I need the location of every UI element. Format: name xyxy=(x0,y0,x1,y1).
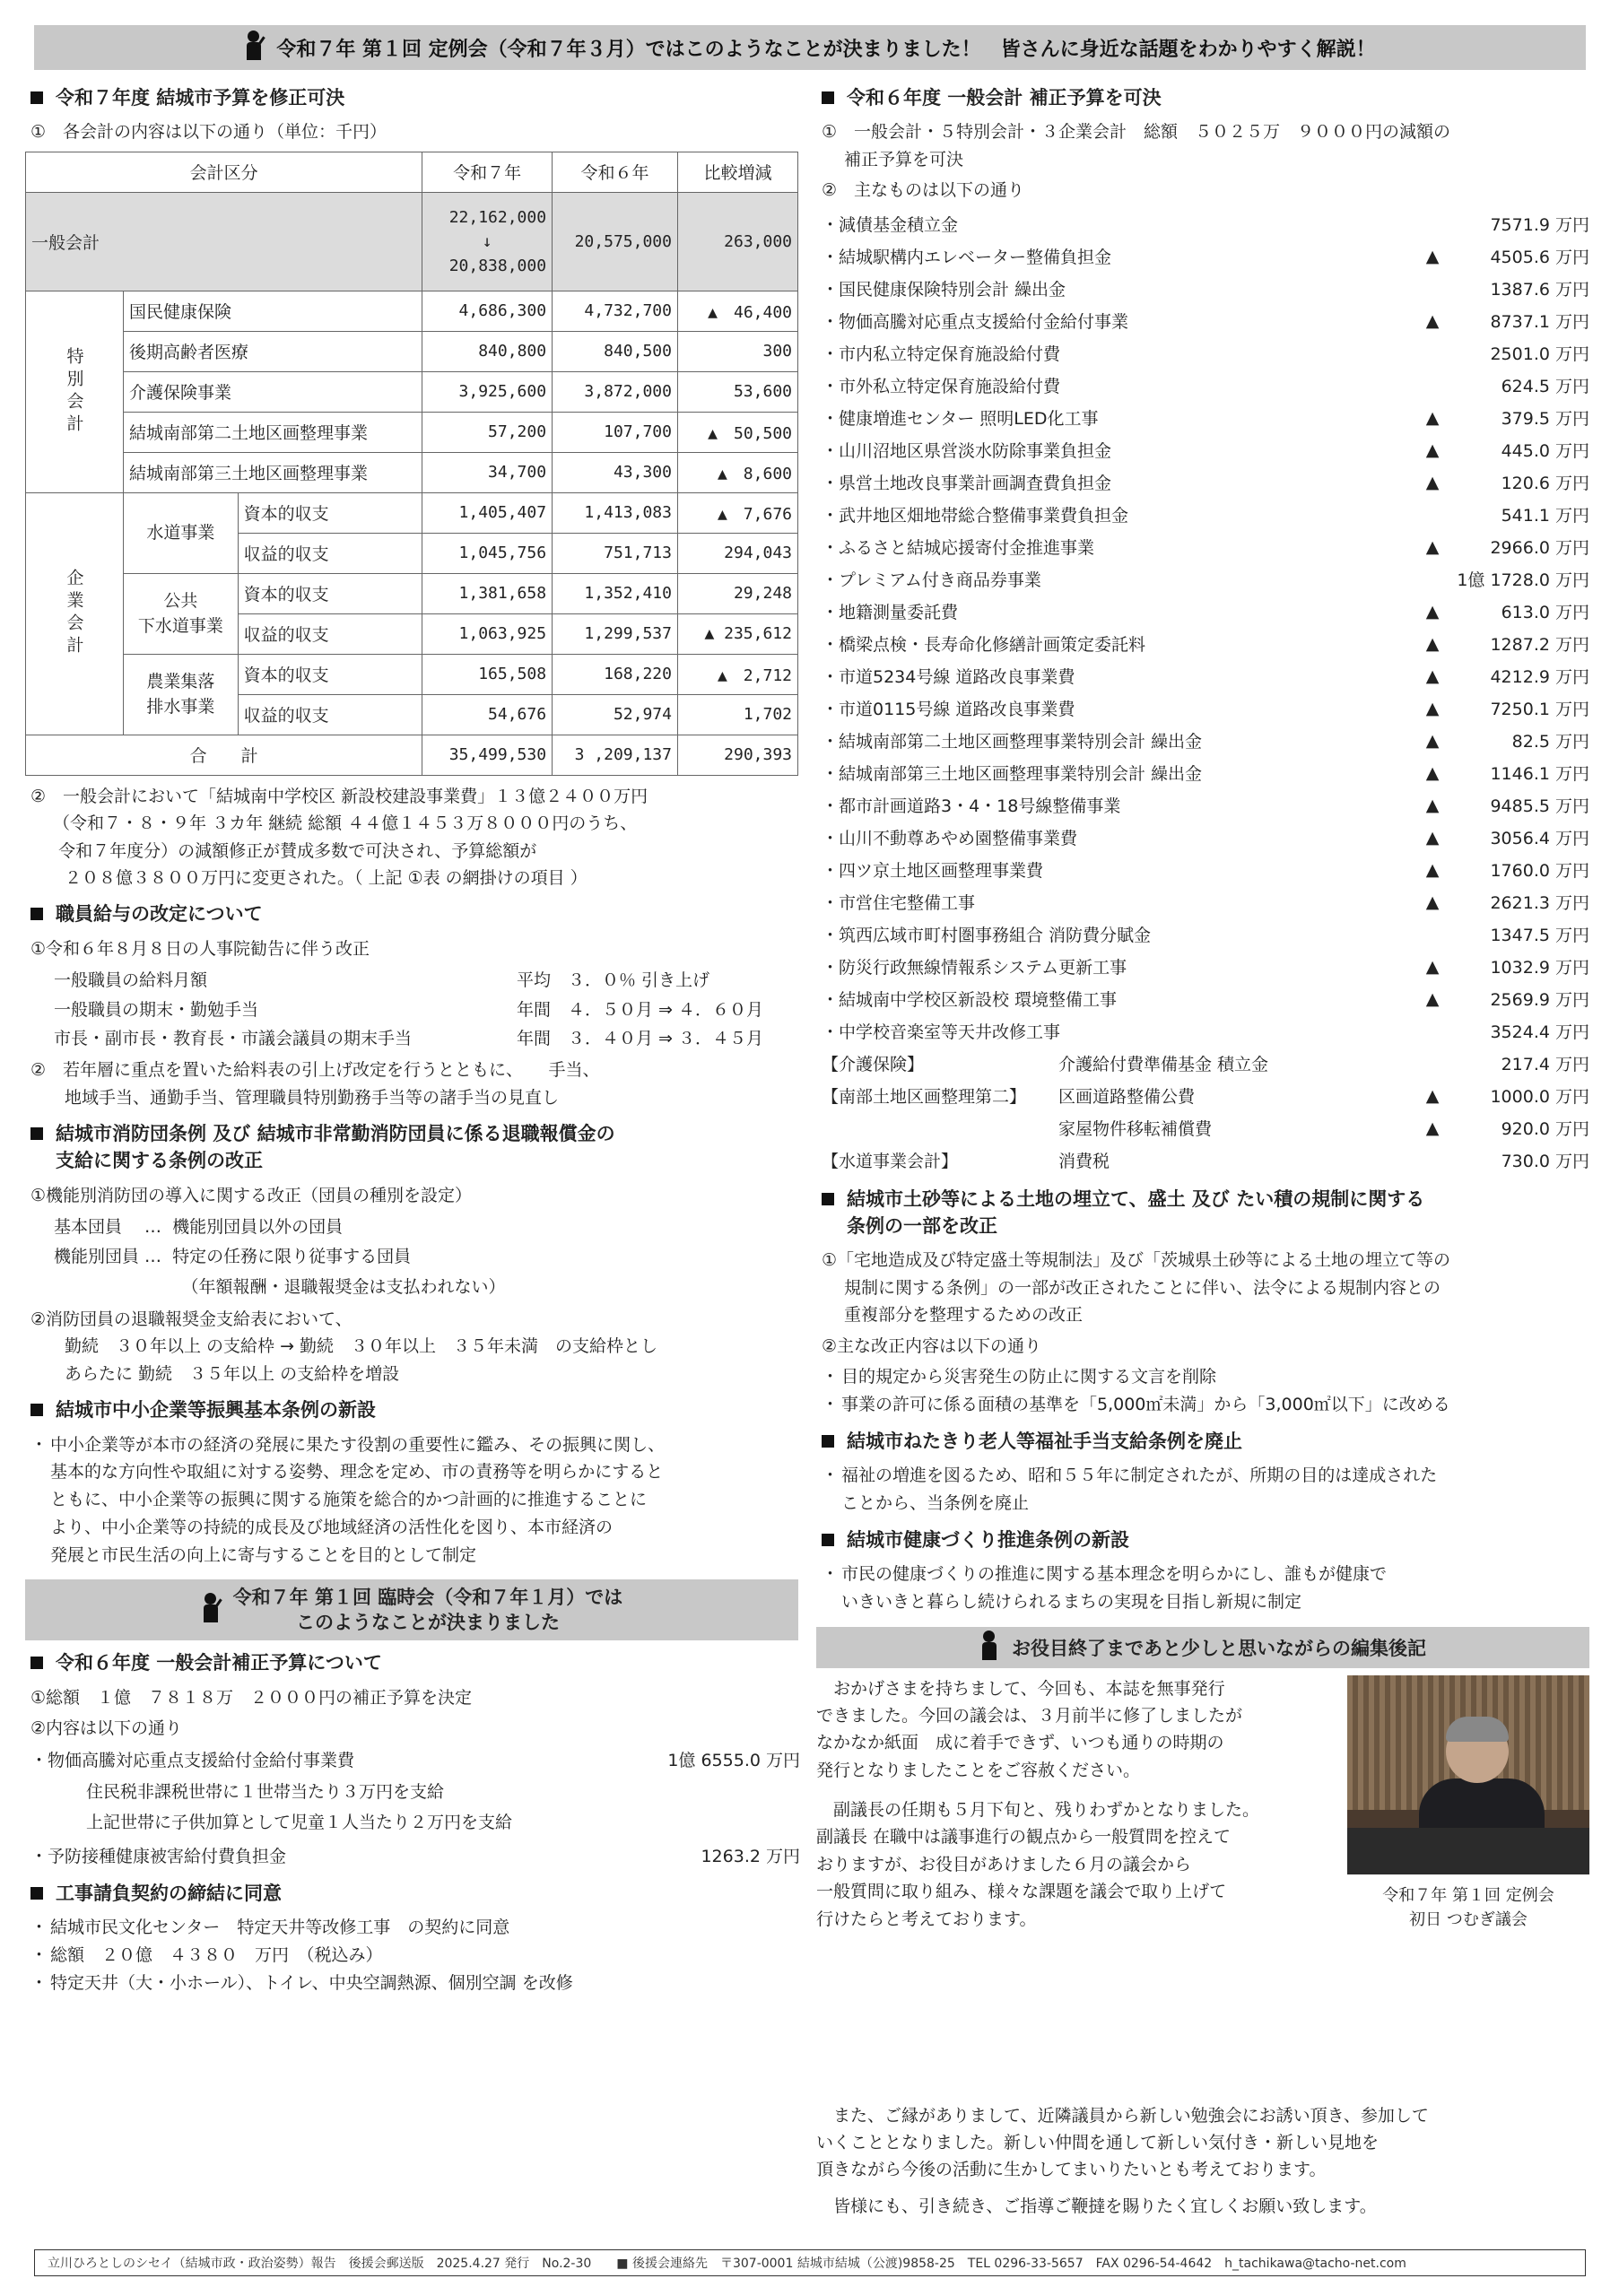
item-triangle: ▲ xyxy=(1425,730,1440,751)
health-text: ・ 市民の健康づくりの推進に関する基本理念を明らかにし、誰もが健康で いきいきと暮らし続けられるまちの実現を目指し新規に制定 xyxy=(822,1563,1388,1612)
table-row xyxy=(26,452,798,492)
item-name: ・筑西広域市町村圏事務組合 消防費分賦金 xyxy=(822,926,1152,946)
cell-r6: 840,500 xyxy=(553,331,678,371)
list-item xyxy=(816,466,1589,499)
item-category: 【介護保険】 xyxy=(822,1055,925,1075)
item-amount: 7571.9 万円 xyxy=(1490,215,1589,236)
cell-r7: 1,045,756 xyxy=(422,533,553,573)
item-category: 【水道事業会計】 xyxy=(822,1152,959,1172)
cell-diff: 53,600 xyxy=(677,371,797,412)
right-column xyxy=(816,75,1589,2223)
cell-diff: ▲ 235,612 xyxy=(677,613,797,654)
table-row-total xyxy=(26,735,798,775)
sme-heading: 結城市中小企業等振興基本条例の新設 xyxy=(25,1396,804,1423)
table-row xyxy=(26,331,798,371)
col-header: 令和７年 xyxy=(422,152,553,192)
row-label: 収益的収支 xyxy=(238,694,422,735)
list-item xyxy=(816,628,1589,660)
item-triangle: ▲ xyxy=(1425,665,1440,686)
item-name: ・減債基金積立金 xyxy=(822,215,959,236)
row-label: 結城南部第三土地区画整理事業 xyxy=(124,452,422,492)
list-item: ・ 特定天井（大・小ホール）、トイレ、中央空調熱源、個別空調 を改修 xyxy=(30,1972,573,1993)
item-amount: 920.0 万円 xyxy=(1501,1119,1589,1140)
item-triangle: ▲ xyxy=(1425,536,1440,557)
cell-r6: 107,700 xyxy=(553,412,678,452)
list-item xyxy=(816,918,1589,951)
list-item xyxy=(816,499,1589,531)
item-name: 消費税 xyxy=(1058,1152,1110,1172)
salary-note: ② 若年層に重点を置いた給料表の引上げ改定を行うとともに、 手当、 地域手当、通勤手当、管理職員特別勤務手当等の諸手当の見直し xyxy=(30,1060,600,1108)
item-triangle: ▲ xyxy=(1425,439,1440,460)
cell-r6: 751,713 xyxy=(553,533,678,573)
item-name: ・中学校音楽室等天井改修工事 xyxy=(822,1022,1061,1043)
salary-row xyxy=(54,966,804,995)
row-label: 資本的収支 xyxy=(238,573,422,613)
item-name: ・市道0115号線 道路改良事業費 xyxy=(822,700,1075,720)
cell-r7: 54,676 xyxy=(422,694,553,735)
row-label: 結城南部第二土地区画整理事業 xyxy=(124,412,422,452)
item-amount: 3524.4 万円 xyxy=(1490,1022,1589,1043)
table-row xyxy=(26,291,798,331)
col-header: 比較増減 xyxy=(677,152,797,192)
contract-heading: 工事請負契約の締結に同意 xyxy=(25,1880,804,1907)
item-name: ・結城南部第二土地区画整理事業特別会計 繰出金 xyxy=(822,732,1203,752)
cell-r6: 168,220 xyxy=(553,654,678,694)
item-triangle: ▲ xyxy=(1425,795,1440,815)
item-amount: 8737.1 万円 xyxy=(1490,312,1589,333)
left-column xyxy=(25,75,804,1997)
item-name: 家屋物件移転補償費 xyxy=(1058,1119,1213,1140)
item-triangle: ▲ xyxy=(1425,310,1440,331)
item-name: ・物価高騰対応重点支援給付金給付事業 xyxy=(822,312,1129,333)
row-label: 収益的収支 xyxy=(238,533,422,573)
item-name: ・市外私立特定保育施設給付費 xyxy=(822,377,1061,397)
item-name: ・結城南中学校区新設校 環境整備工事 xyxy=(822,990,1118,1011)
supplement-intro: ① 一般会計・５特別会計・３企業会計 総額 ５０２５万 ９０００円の減額の 補正予算を可決 xyxy=(822,122,1451,170)
item-triangle: ▲ xyxy=(1425,472,1440,492)
item-triangle: ▲ xyxy=(1425,762,1440,783)
cell-r7: 1,405,407 xyxy=(422,492,553,533)
col-header: 令和６年 xyxy=(553,152,678,192)
square-bullet-icon xyxy=(822,1435,834,1448)
postscript-p1: おかげさまを持ちまして、今回も、本誌を無事発行 できました。今回の議会は、３月前半に修了しましたが なかなか紙面 成に着手できず、いつも通りの時期の 発行となりましたことをご容赦ください。 xyxy=(816,1678,1243,1780)
cell-r7: 35,499,530 xyxy=(422,735,553,775)
extra-item-1: ・ 物価高騰対応重点支援給付金給付事業費 1億 6555.0 万円 xyxy=(30,1750,800,1770)
square-bullet-icon xyxy=(822,91,834,104)
cell-diff: 290,393 xyxy=(677,735,797,775)
table-header-row xyxy=(26,152,798,192)
col-header: 会計区分 xyxy=(26,152,422,192)
item-triangle: ▲ xyxy=(1425,698,1440,718)
salary-label: 市長・副市長・教育長・市議会議員の期末手当 xyxy=(54,1028,413,1048)
item-name: ・ふるさと結城応援寄付金推進事業 xyxy=(822,538,1095,559)
group-label: 企業会計 xyxy=(26,492,124,735)
list-item xyxy=(816,725,1589,757)
photo-caption: 令和７年 第１回 定例会 初日 つむぎ議会 xyxy=(1382,1885,1554,1930)
item-name: ・市営住宅整備工事 xyxy=(822,893,976,914)
budget-note: ② 一般会計において「結城南中学校区 新設校建設事業費」１３億２４００万円 （令和７・８・９年 ３カ年 継続 総額 ４４億１４５３万８０００円のうち、 令和７年度分）の減額修正が賛成多数で可決され、予算総額が ２０８億３８００万円に変更された。（ 上記 ①表 の網掛けの項目 ） xyxy=(30,786,648,888)
cell-r7: 1,063,925 xyxy=(422,613,553,654)
cell-r7: 4,686,300 xyxy=(422,291,553,331)
extra-item-1-note: 住民税非課税世帯に１世帯当たり３万円を支給 xyxy=(86,1781,445,1802)
list-item xyxy=(816,983,1589,1015)
item-amount: 1287.2 万円 xyxy=(1490,635,1589,656)
item-amount: 379.5 万円 xyxy=(1501,409,1589,430)
cell-r7: 22,162,000 ↓ 20,838,000 xyxy=(422,192,553,291)
cell-r6: 4,732,700 xyxy=(553,291,678,331)
list-item xyxy=(816,563,1589,596)
sub-group-label: 公共 下水道事業 xyxy=(124,573,239,654)
item-amount: 4212.9 万円 xyxy=(1490,667,1589,688)
list-item xyxy=(816,951,1589,983)
list-item xyxy=(816,208,1589,240)
fire-line: 基本団員 … 機能別団員以外の団員 xyxy=(54,1217,344,1238)
budget-table xyxy=(25,152,798,776)
list-item xyxy=(816,370,1589,402)
postscript-p4: 皆様にも、引き続き、ご指導ご鞭撻を賜りたく宜しくお願い致します。 xyxy=(816,2196,1377,2216)
square-bullet-icon xyxy=(822,1193,834,1205)
footer: 立川ひろとしのシセイ（結城市政・政治姿勢）報告 後援会郵送版 2025.4.27 発行 No.2-30 ■ 後援会連絡先 〒307-0001 結城市結城（公渡)9858-25 TEL 0296-33-5657 FAX 0296-54-4642 h_tachikawa@tacho-net.com xyxy=(34,2249,1586,2276)
table-row xyxy=(26,654,798,694)
list-item: ・ 結城市民文化センター 特定天井等改修工事 の契約に同意 xyxy=(30,1918,510,1938)
cell-r6: 20,575,000 xyxy=(553,192,678,291)
item-name: ・山川不動尊あやめ園整備事業費 xyxy=(822,829,1078,849)
item-amount: 4505.6 万円 xyxy=(1490,248,1589,268)
list-item xyxy=(816,789,1589,822)
cell-r6: 3,872,000 xyxy=(553,371,678,412)
cell-r7: 57,200 xyxy=(422,412,553,452)
elderly-text: ・ 福祉の増進を図るため、昭和５５年に制定されたが、所期の目的は達成された ことから、当条例を廃止 xyxy=(822,1465,1438,1513)
item-amount: 541.1 万円 xyxy=(1501,506,1589,526)
cell-r7: 840,800 xyxy=(422,331,553,371)
list-item xyxy=(816,273,1589,305)
supplement-sub-items xyxy=(816,1048,1589,1177)
item-amount: 120.6 万円 xyxy=(1501,474,1589,494)
item-triangle: ▲ xyxy=(1425,601,1440,622)
item-name: ・山川沼地区県営淡水防除事業負担金 xyxy=(822,441,1112,462)
row-label: 国民健康保険 xyxy=(124,291,422,331)
list-item xyxy=(816,402,1589,434)
supplement-heading: 令和６年度 一般会計 補正予算を可決 xyxy=(816,84,1589,111)
speaker-icon xyxy=(244,30,265,65)
row-label: 一般会計 xyxy=(26,192,422,291)
salary-heading: 職員給与の改定について xyxy=(25,900,804,927)
cell-r6: 1,413,083 xyxy=(553,492,678,533)
item-triangle: ▲ xyxy=(1425,827,1440,848)
cell-diff: 29,248 xyxy=(677,573,797,613)
soil-p2: ②主な改正内容は以下の通り xyxy=(822,1335,1042,1356)
row-label: 合 計 xyxy=(26,735,422,775)
list-item xyxy=(816,337,1589,370)
elderly-heading: 結城市ねたきり老人等福祉手当支給条例を廃止 xyxy=(816,1428,1589,1455)
list-item xyxy=(816,305,1589,337)
item-amount: 1760.0 万円 xyxy=(1490,861,1589,882)
item-amount: 730.0 万円 xyxy=(1501,1152,1589,1172)
item-amount: 613.0 万円 xyxy=(1501,603,1589,623)
table-row-general xyxy=(26,192,798,291)
extra-item-1-note: 上記世帯に子供加算として児童１人当たり２万円を支給 xyxy=(86,1813,513,1833)
list-item xyxy=(816,1112,1589,1144)
item-name: ・市道5234号線 道路改良事業費 xyxy=(822,667,1075,688)
cell-diff: 263,000 xyxy=(677,192,797,291)
group-label: 特別会計 xyxy=(26,291,124,492)
table-row xyxy=(26,492,798,533)
postscript-banner: お役目終了まであと少しと思いながらの編集後記 xyxy=(816,1627,1589,1668)
health-heading: 結城市健康づくり推進条例の新設 xyxy=(816,1526,1589,1553)
cell-diff: ▲ 50,500 xyxy=(677,412,797,452)
cell-diff: ▲ 2,712 xyxy=(677,654,797,694)
list-item xyxy=(816,660,1589,692)
item-name: 介護給付費準備基金 積立金 xyxy=(1058,1055,1269,1075)
item-amount: 1億 1728.0 万円 xyxy=(1457,570,1589,591)
supplement-intro-2: ② 主なものは以下の通り xyxy=(822,180,1025,201)
salary-label: 一般職員の期末・勤勉手当 xyxy=(54,999,259,1020)
sme-text: ・ 中小企業等が本市の経済の発展に果たす役割の重要性に鑑み、その振興に関し、 基本的な方向性や取組に対する姿勢、理念を定め、市の責務等を明らかにすると ともに、中小企業等の振興に関する施策を総合的かつ計画的に推進することに より、中小企業等の持続的成長及び地域経済の活性化を図り、本市経済の 発展と市民生活の向上に寄与することを目的として制定 xyxy=(30,1434,666,1565)
item-amount: 624.5 万円 xyxy=(1501,377,1589,397)
square-bullet-icon xyxy=(30,1127,43,1140)
list-item xyxy=(816,240,1589,273)
list-item xyxy=(816,1144,1589,1177)
item-amount: 1032.9 万円 xyxy=(1490,958,1589,978)
item-triangle: ▲ xyxy=(1425,891,1440,912)
item-amount: 2966.0 万円 xyxy=(1490,538,1589,559)
cell-r7: 3,925,600 xyxy=(422,371,553,412)
square-bullet-icon xyxy=(30,1657,43,1669)
extra-intro-2: ②内容は以下の通り xyxy=(30,1718,183,1739)
item-amount: 2621.3 万円 xyxy=(1490,893,1589,914)
item-name: ・橋梁点検・長寿命化修繕計画策定委託料 xyxy=(822,635,1146,656)
item-name: ・四ツ京土地区画整理事業費 xyxy=(822,861,1044,882)
extra-intro-1: ①総額 １億 ７８１８万 ２０００円の補正予算を決定 xyxy=(30,1687,473,1708)
item-name: ・結城南部第三土地区画整理事業特別会計 繰出金 xyxy=(822,764,1203,785)
budget-intro: ① 各会計の内容は以下の通り（単位：千円） xyxy=(30,122,387,143)
item-amount: 2501.0 万円 xyxy=(1490,344,1589,365)
salary-row xyxy=(54,996,804,1024)
item-triangle: ▲ xyxy=(1425,407,1440,428)
item-name: ・防災行政無線情報系システム更新工事 xyxy=(822,958,1127,978)
item-name: ・健康増進センター 照明LED化工事 xyxy=(822,409,1099,430)
list-item: ・ 総額 ２０億 ４３８０ 万円 （税込み） xyxy=(30,1945,383,1966)
list-item xyxy=(816,757,1589,789)
cell-diff: 1,702 xyxy=(677,694,797,735)
item-triangle: ▲ xyxy=(1425,988,1440,1009)
item-amount: 1387.6 万円 xyxy=(1490,280,1589,300)
cell-diff: 294,043 xyxy=(677,533,797,573)
list-item xyxy=(816,692,1589,725)
cell-r7: 34,700 xyxy=(422,452,553,492)
item-triangle: ▲ xyxy=(1425,633,1440,654)
soil-p1: ①「宅地造成及び特定盛土等規制法」及び「茨城県土砂等による土地の埋立て等の 規制に関する条例」の一部が改正されたことに伴い、法令による規制内容との 重複部分を整理するための改正 xyxy=(822,1250,1451,1326)
salary-rows xyxy=(25,966,804,1053)
sitting-person-icon xyxy=(979,1631,1001,1665)
enterprise-accounts xyxy=(26,492,798,735)
item-triangle: ▲ xyxy=(1425,956,1440,977)
item-amount: 82.5 万円 xyxy=(1511,732,1589,752)
list-item xyxy=(816,1080,1589,1112)
fire-lines xyxy=(54,1213,804,1302)
item-name: ・市内私立特定保育施設給付費 xyxy=(822,344,1061,365)
extra-item-2: ・ 予防接種健康被害給付費負担金 1263.2 万円 xyxy=(30,1846,800,1866)
item-amount: 1000.0 万円 xyxy=(1490,1087,1589,1108)
salary-value: 年間 ４．５０月 ⇒ ４．６０月 xyxy=(517,999,763,1020)
salary-label: 一般職員の給料月額 xyxy=(54,970,208,991)
fire-note: ②消防団員の退職報奨金支給表において、 勤続 ３０年以上 の支給枠 → 勤続 ３０年以上 ３５年未満 の支給枠とし あらたに 勤続 ３５年以上 の支給枠を増設 xyxy=(30,1309,658,1384)
item-triangle: ▲ xyxy=(1425,1118,1440,1138)
salary-intro: ①令和６年８月８日の人事院勧告に伴う改正 xyxy=(30,938,370,959)
cell-r7: 1,381,658 xyxy=(422,573,553,613)
salary-value: 年間 ３．４０月 ⇒ ３．４５月 xyxy=(517,1028,763,1048)
item-name: ・武井地区畑地帯総合整備事業費負担金 xyxy=(822,506,1129,526)
table-row xyxy=(26,412,798,452)
fire-heading: 結城市消防団条例 及び 結城市非常勤消防団員に係る退職報償金の 支給に関する条例の改正 xyxy=(25,1120,804,1175)
item-name: ・国民健康保険特別会計 繰出金 xyxy=(822,280,1066,300)
list-item xyxy=(816,1048,1589,1080)
salary-value: 平均 ３．０％ 引き上げ xyxy=(517,970,710,991)
list-item: ・ 事業の許可に係る面積の基準を「5,000㎡未満」から「3,000㎡以下」に改める xyxy=(822,1394,1450,1414)
item-name: ・都市計画道路3・4・18号線整備事業 xyxy=(822,796,1121,817)
item-amount: 217.4 万円 xyxy=(1501,1055,1589,1075)
cell-r6: 1,299,537 xyxy=(553,613,678,654)
item-amount: 445.0 万円 xyxy=(1501,441,1589,462)
item-name: ・結城駅構内エレベーター整備負担金 xyxy=(822,248,1112,268)
top-banner-text: 令和７年 第１回 定例会（令和７年３月）ではこのようなことが決まりました！ 皆さんに身近な話題をわかりやすく解説！ xyxy=(276,38,1376,61)
item-category: 【南部土地区画整理第二】 xyxy=(822,1087,1027,1108)
cell-r6: 3 ,209,137 xyxy=(553,735,678,775)
list-item xyxy=(816,854,1589,886)
list-item xyxy=(816,434,1589,466)
item-amount: 3056.4 万円 xyxy=(1490,829,1589,849)
cell-r6: 52,974 xyxy=(553,694,678,735)
fire-line: （年額報酬・退職報奨金は支払われない） xyxy=(54,1276,506,1297)
item-name: ・県営土地改良事業計画調査費負担金 xyxy=(822,474,1112,494)
cell-r6: 43,300 xyxy=(553,452,678,492)
sub-group-label: 水道事業 xyxy=(124,492,239,573)
table-row xyxy=(26,573,798,613)
item-name: 区画道路整備公費 xyxy=(1058,1087,1196,1108)
square-bullet-icon xyxy=(822,1534,834,1546)
cell-diff: 300 xyxy=(677,331,797,371)
top-banner xyxy=(34,25,1586,70)
cell-diff: ▲ 46,400 xyxy=(677,291,797,331)
row-label: 介護保険事業 xyxy=(124,371,422,412)
postscript-p3: また、ご縁がありまして、近隣議員から新しい勉強会にお誘い頂き、参加して いくこととなりました。新しい仲間を通して新しい気付き・新しい見地を 頂きながら今後の活動に生かしてまいりたいとも考えております。 xyxy=(816,2105,1429,2180)
square-bullet-icon xyxy=(30,908,43,920)
row-label: 資本的収支 xyxy=(238,654,422,694)
cell-r7: 165,508 xyxy=(422,654,553,694)
row-label: 後期高齢者医療 xyxy=(124,331,422,371)
fire-line: 機能別団員 … 特定の任務に限り従事する団員 xyxy=(54,1247,412,1267)
list-item xyxy=(816,1015,1589,1048)
item-triangle: ▲ xyxy=(1425,246,1440,266)
square-bullet-icon xyxy=(30,91,43,104)
supplement-items xyxy=(816,208,1589,1048)
list-item xyxy=(816,531,1589,563)
postscript-p2: 副議長の任期も５月下旬と、残りわずかとなりました。 副議長 在職中は議事進行の観点から一般質問を控えて おりますが、お役目があけました６月の議会から 一般質問に取り組み、様々な課題を議会で取り上げて 行けたらと考えております。 xyxy=(816,1800,1260,1929)
item-name: ・地籍測量委託費 xyxy=(822,603,959,623)
row-label: 資本的収支 xyxy=(238,492,422,533)
budget-heading: 令和７年度 結城市予算を修正可決 xyxy=(25,84,804,111)
item-amount: 1146.1 万円 xyxy=(1490,764,1589,785)
item-triangle: ▲ xyxy=(1425,859,1440,880)
speaker-icon xyxy=(201,1593,222,1627)
item-amount: 7250.1 万円 xyxy=(1490,700,1589,720)
list-item: ・ 目的規定から災害発生の防止に関する文言を削除 xyxy=(822,1367,1217,1387)
square-bullet-icon xyxy=(30,1404,43,1416)
fire-intro: ①機能別消防団の導入に関する改正（団員の種別を設定） xyxy=(30,1185,473,1205)
table-row xyxy=(26,371,798,412)
item-name: ・プレミアム付き商品券事業 xyxy=(822,570,1041,591)
sub-group-label: 農業集落 排水事業 xyxy=(124,654,239,735)
salary-row xyxy=(54,1024,804,1053)
postscript-body xyxy=(816,1675,1589,2151)
item-triangle: ▲ xyxy=(1425,1085,1440,1106)
cell-diff: ▲ 8,600 xyxy=(677,452,797,492)
row-label: 収益的収支 xyxy=(238,613,422,654)
soil-heading: 結城市土砂等による土地の埋立て、盛土 及び たい積の規制に関する 条例の一部を改正 xyxy=(816,1186,1589,1240)
item-amount: 9485.5 万円 xyxy=(1490,796,1589,817)
cell-diff: ▲ 7,676 xyxy=(677,492,797,533)
extra-session-heading: 令和６年度 一般会計補正予算について xyxy=(25,1649,804,1676)
council-photo xyxy=(1347,1675,1589,1874)
list-item xyxy=(816,886,1589,918)
list-item xyxy=(816,596,1589,628)
extra-session-banner: 令和７年 第１回 臨時会（令和７年１月）では このようなことが決まりました xyxy=(25,1579,798,1640)
cell-r6: 1,352,410 xyxy=(553,573,678,613)
item-amount: 1347.5 万円 xyxy=(1490,926,1589,946)
special-accounts xyxy=(26,291,798,492)
list-item xyxy=(816,822,1589,854)
item-amount: 2569.9 万円 xyxy=(1490,990,1589,1011)
square-bullet-icon xyxy=(30,1887,43,1900)
